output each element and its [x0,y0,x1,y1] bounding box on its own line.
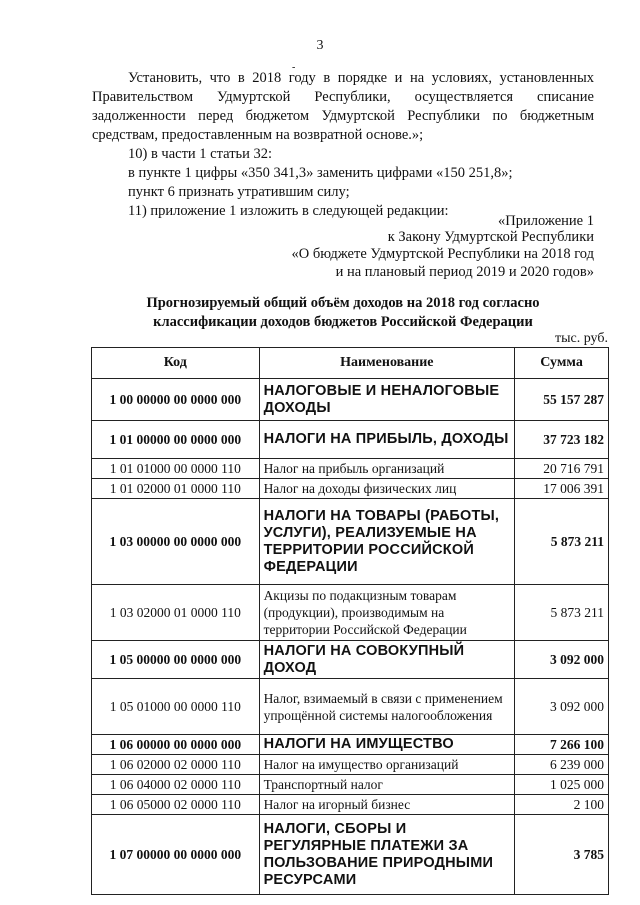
row-sum: 3 092 000 [515,641,609,679]
table-row [92,795,609,815]
table-row [92,421,609,459]
row-name: Налог, взимаемый в связи с применением упрощённой системы налогообложения [259,679,515,735]
row-sum: 17 006 391 [515,479,609,499]
row-name: НАЛОГОВЫЕ И НЕНАЛОГОВЫЕ ДОХОДЫ [259,379,515,421]
table-row [92,679,609,735]
amendment-line: 10) в части 1 статьи 32: [128,146,273,162]
row-name: НАЛОГИ НА СОВОКУПНЫЙ ДОХОД [259,641,515,679]
row-sum: 7 266 100 [515,735,609,755]
row-sum: 20 716 791 [515,459,609,479]
row-sum: 1 025 000 [515,775,609,795]
table-row [92,379,609,421]
row-name: НАЛОГИ, СБОРЫ И РЕГУЛЯРНЫЕ ПЛАТЕЖИ ЗА ПОЛЬЗОВАНИЕ ПРИРОДНЫМИ РЕСУРСАМИ [259,815,515,895]
row-code: 1 07 00000 00 0000 000 [92,815,260,895]
row-code: 1 06 02000 02 0000 110 [92,755,260,775]
row-name: Налог на прибыль организаций [259,459,515,479]
row-code: 1 06 00000 00 0000 000 [92,735,260,755]
table-row [92,735,609,755]
appendix-header-line: и на плановый период 2019 и 2020 годов» [335,264,594,280]
row-sum: 55 157 287 [515,379,609,421]
table-row [92,499,609,585]
row-code: 1 00 00000 00 0000 000 [92,379,260,421]
row-name: НАЛОГИ НА ИМУЩЕСТВО [259,735,515,755]
row-code: 1 06 04000 02 0000 110 [92,775,260,795]
table-row [92,459,609,479]
row-sum: 5 873 211 [515,499,609,585]
table-row [92,815,609,895]
table-row [92,479,609,499]
header-name: Наименование [259,348,515,379]
amendment-line: пункт 6 признать утратившим силу; [128,184,350,200]
table-title-line: Прогнозируемый общий объём доходов на 2018 год согласно [146,295,540,311]
row-name: Налог на доходы физических лиц [259,479,515,499]
appendix-header-line: «Приложение 1 [498,213,594,229]
row-code: 1 05 00000 00 0000 000 [92,641,260,679]
amendment-line: 11) приложение 1 изложить в следующей редакции: [128,203,449,219]
row-code: 1 05 01000 00 0000 110 [92,679,260,735]
row-code: 1 01 01000 00 0000 110 [92,459,260,479]
table-row [92,775,609,795]
row-code: 1 01 02000 01 0000 110 [92,479,260,499]
header-sum: Сумма [515,348,609,379]
row-name: НАЛОГИ НА ТОВАРЫ (РАБОТЫ, УСЛУГИ), РЕАЛИЗУЕМЫЕ НА ТЕРРИТОРИИ РОССИЙСКОЙ ФЕДЕРАЦИИ [259,499,515,585]
row-sum: 3 785 [515,815,609,895]
revenue-table [91,347,609,895]
row-name: НАЛОГИ НА ПРИБЫЛЬ, ДОХОДЫ [259,421,515,459]
row-sum: 6 239 000 [515,755,609,775]
table-header-row [92,348,609,379]
row-name: Налог на игорный бизнес [259,795,515,815]
row-sum: 5 873 211 [515,585,609,641]
row-sum: 3 092 000 [515,679,609,735]
row-code: 1 03 00000 00 0000 000 [92,499,260,585]
row-code: 1 03 02000 01 0000 110 [92,585,260,641]
table-row [92,755,609,775]
row-name: Транспортный налог [259,775,515,795]
row-name: Налог на имущество организаций [259,755,515,775]
header-code: Код [92,348,260,379]
unit-label: тыс. руб. [555,331,608,346]
intro-paragraph: Установить, что в 2018 году в порядке и на условиях, установленных Правительством Удмуртской Республики, осуществляется списание задолженности перед бюджетом Удмуртской Республики по бюджетным средствам, предоставленным на возвратной основе.»; [92,70,594,143]
table-row [92,641,609,679]
page-mark: - [292,62,296,73]
row-sum: 37 723 182 [515,421,609,459]
page-number: 3 [316,38,324,53]
row-code: 1 01 00000 00 0000 000 [92,421,260,459]
table-title [92,294,594,332]
row-sum: 2 100 [515,795,609,815]
row-code: 1 06 05000 02 0000 110 [92,795,260,815]
row-name: Акцизы по подакцизным товарам (продукции), производимым на территории Российской Федерации [259,585,515,641]
amendment-line: в пункте 1 цифры «350 341,3» заменить цифрами «150 251,8»; [128,165,513,181]
table-title-line: классификации доходов бюджетов Российской Федерации [153,314,533,330]
table-row [92,585,609,641]
appendix-header-line: к Закону Удмуртской Республики [387,229,594,245]
appendix-header-line: «О бюджете Удмуртской Республики на 2018 год [291,246,594,262]
